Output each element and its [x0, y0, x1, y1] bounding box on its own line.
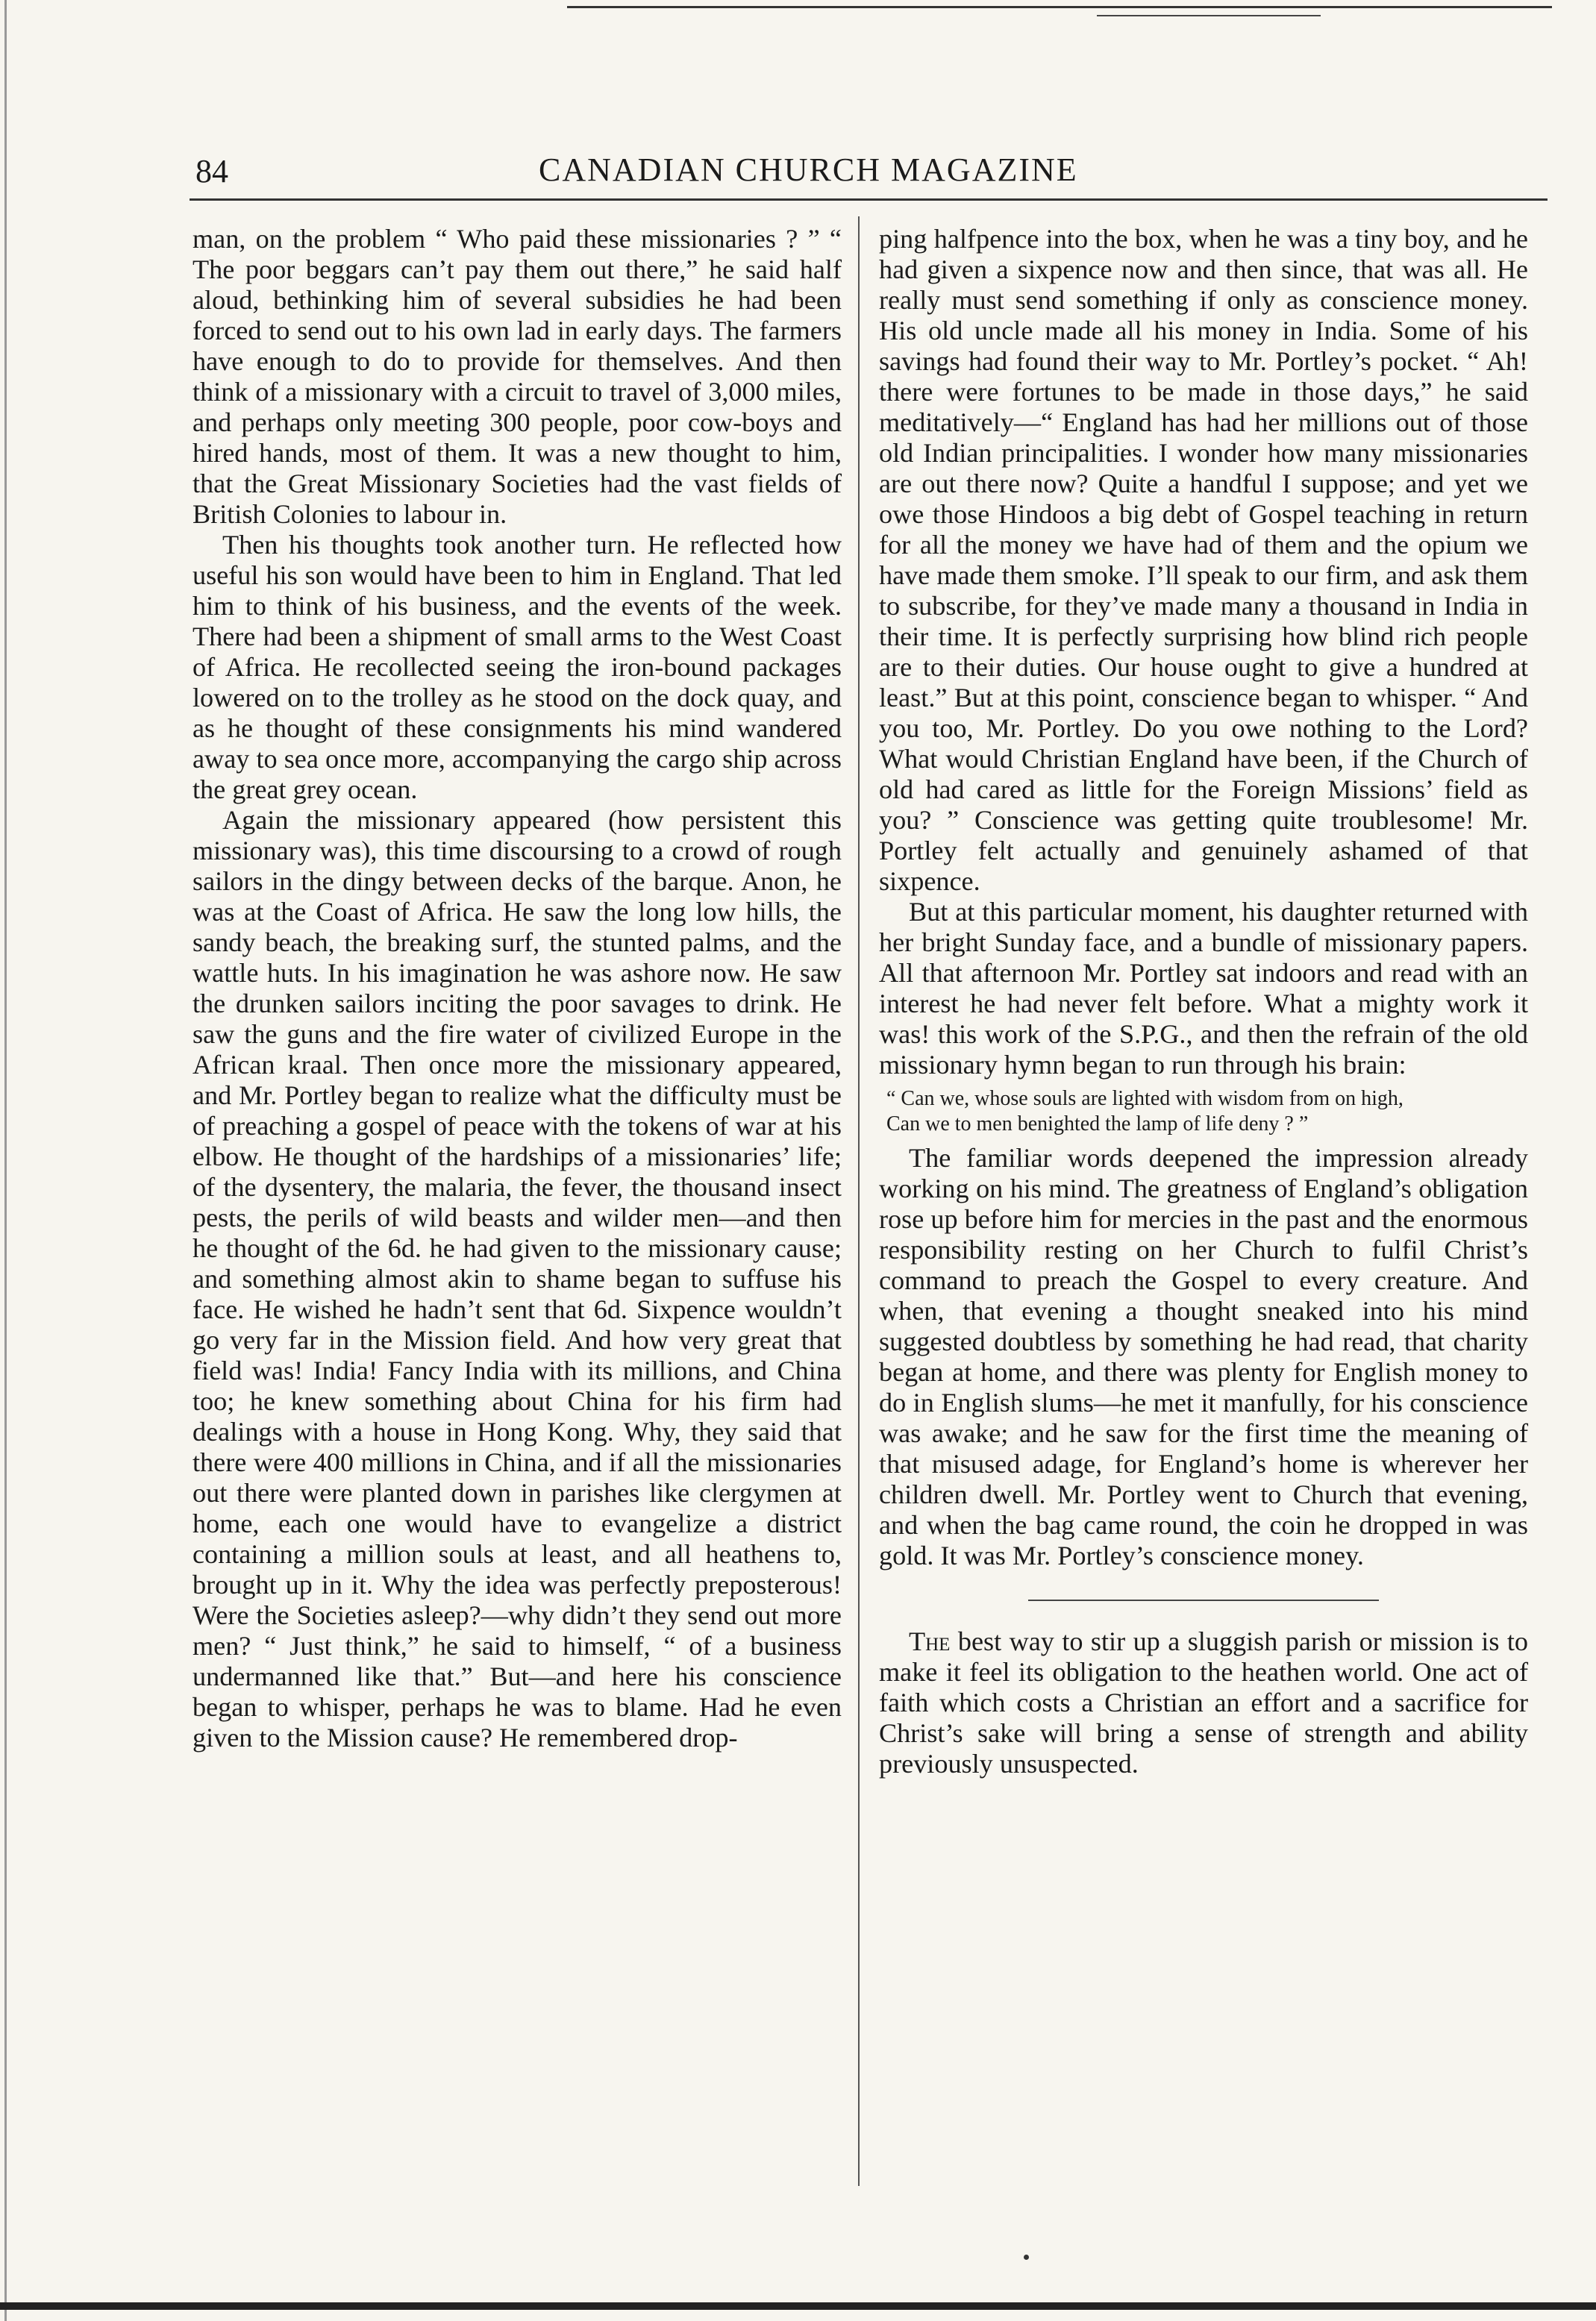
hymn-line: Can we to men benighted the lamp of life deny ? ” — [886, 1112, 1309, 1136]
hymn-quote — [886, 1086, 1528, 1137]
page-number: 84 — [195, 153, 228, 189]
page-header — [195, 148, 1539, 192]
right-column — [879, 224, 1528, 1779]
page-edge — [4, 0, 7, 2321]
print-speck — [1024, 2255, 1029, 2260]
column-divider — [858, 216, 860, 2186]
closing-note — [879, 1626, 1528, 1779]
paragraph: Then his thoughts took another turn. He reflected how useful his son would have been to him in England. That led him to think of his business, and the events of the week. There had been a shipment of small arms to the West Coast of Africa. He recollected seeing the iron-bound packages lowered on to the trolley as he stood on the dock quay, and as he thought of these consignments his mind wandered away to sea once more, accompanying the cargo ship across the great grey ocean. — [193, 530, 842, 804]
top-rule-secondary — [1097, 15, 1321, 16]
paragraph: But at this particular moment, his daughter returned with her bright Sunday face, and a bundle of missionary papers. All that afternoon Mr. Portley sat indoors and read with an interest he had never felt before. What a mighty work it was! this work of the S.P.G., and then the refrain of the old missionary hymn began to run through his brain: — [879, 897, 1528, 1080]
bottom-rule — [0, 2302, 1596, 2310]
paragraph: The familiar words deepened the impression already working on his mind. The greatness of England’s obligation rose up before him for mercies in the past and the enormous responsibility resting on her Church to fulfil Christ’s command to preach the Gospel to every creature. And when, that evening a thought sneaked into his mind suggested doubtless by something he had read, that charity began at home, and there was plenty for English money to do in English slums—he met it manfully, for his conscience was awake; and he saw for the first time the meaning of that misused adage, for England’s home is wherever her children dwell. Mr. Portley went to Church that evening, and when the bag came round, the coin he dropped in was gold. It was Mr. Portley’s conscience money. — [879, 1143, 1528, 1570]
left-column — [193, 224, 842, 1753]
closing-note-lead: The — [909, 1626, 951, 1656]
paragraph: man, on the problem “ Who paid these missionaries ? ” “ The poor beggars can’t pay them out there,” he said half aloud, bethinking him of several subsidies he had been forced to send out to his own lad in early days. The farmers have enough to do to provide for themselves. And then think of a missionary with a circuit to travel of 3,000 miles, and perhaps only meeting 300 people, poor cow-boys and hired hands, most of them. It was a new thought to him, that the Great Missionary Societies had the vast fields of British Colonies to labour in. — [193, 224, 842, 529]
running-title: CANADIAN CHURCH MAGAZINE — [539, 151, 1078, 188]
paragraph: Again the missionary appeared (how persistent this missionary was), this time discoursing to a crowd of rough sailors in the dingy between decks of the barque. Anon, he was at the Coast of Africa. He saw the long low hills, the sandy beach, the breaking surf, the stunted palms, and the wattle huts. In his imagination he was ashore now. He saw the drunken sailors inciting the poor savages to drink. He saw the guns and the fire water of civilized Europe in the African kraal. Then once more the missionary appeared, and Mr. Portley began to realize what the difficulty must be of preaching a gospel of peace with the tokens of war at his elbow. He thought of the hardships of a missionaries’ life; of the dysentery, the malaria, the fever, the thousand insect pests, the perils of wild beasts and wilder men—and then he thought of the 6d. he had given to the missionary cause; and something almost akin to shame began to suffuse his face. He wished he hadn’t sent that 6d. Sixpence wouldn’t go very far in the Mission field. And how very great that field was! India! Fancy India with its millions, and China too; he knew something about China for his firm had dealings with a house in Hong Kong. Why, they said that there were 400 millions in China, and if all the missionaries out there were planted down in parishes like clergymen at home, each one would have to evangelize a district containing a million souls at least, and all heathens to, brought up in it. Why the idea was perfectly preposterous! Were the Societies asleep?—why didn’t they send out more men? “ Just think,” he said to himself, “ of a business undermanned like that.” But—and here his conscience began to whisper, perhaps he was to blame. Had he even given to the Mission cause? He remembered drop- — [193, 805, 842, 1753]
hymn-line: “ Can we, whose souls are lighted with wisdom from on high, — [886, 1087, 1403, 1110]
top-rule — [567, 6, 1552, 8]
closing-note-text: best way to stir up a sluggish parish or mission is to make it feel its obligation to the heathen world. One act of faith which costs a Christian an effort and a sacrifice for Christ’s sake will bring a sense of strength and ability previously unsuspected. — [879, 1626, 1528, 1779]
paragraph: ping halfpence into the box, when he was a tiny boy, and he had given a sixpence now and then since, that was all. He really must send something if only as conscience money. His old uncle made all his money in India. Some of his savings had found their way to Mr. Portley’s pocket. “ Ah! there were fortunes to be made in those days,” he said meditatively—“ England has had her millions out of those old Indian principalities. I wonder how many missionaries are out there now? Quite a handful I suppose; and yet we owe those Hindoos a big debt of Gospel teaching in return for all the money we have had of them and the opium we have made them smoke. I’ll speak to our firm, and ask them to subscribe, for they’ve made many a thousand in India in their time. It is perfectly surprising how blind rich people are to their duties. Our house ought to give a hundred at least.” But at this point, conscience began to whisper. “ And you too, Mr. Portley. Do you owe nothing to the Lord? What would Christian England have been, if the Church of old had cared as little for the Foreign Missions’ field as you? ” Conscience was getting quite troublesome! Mr. Portley felt actually and genuinely ashamed of that sixpence. — [879, 224, 1528, 896]
section-rule — [1028, 1600, 1379, 1601]
header-rule — [190, 198, 1548, 201]
